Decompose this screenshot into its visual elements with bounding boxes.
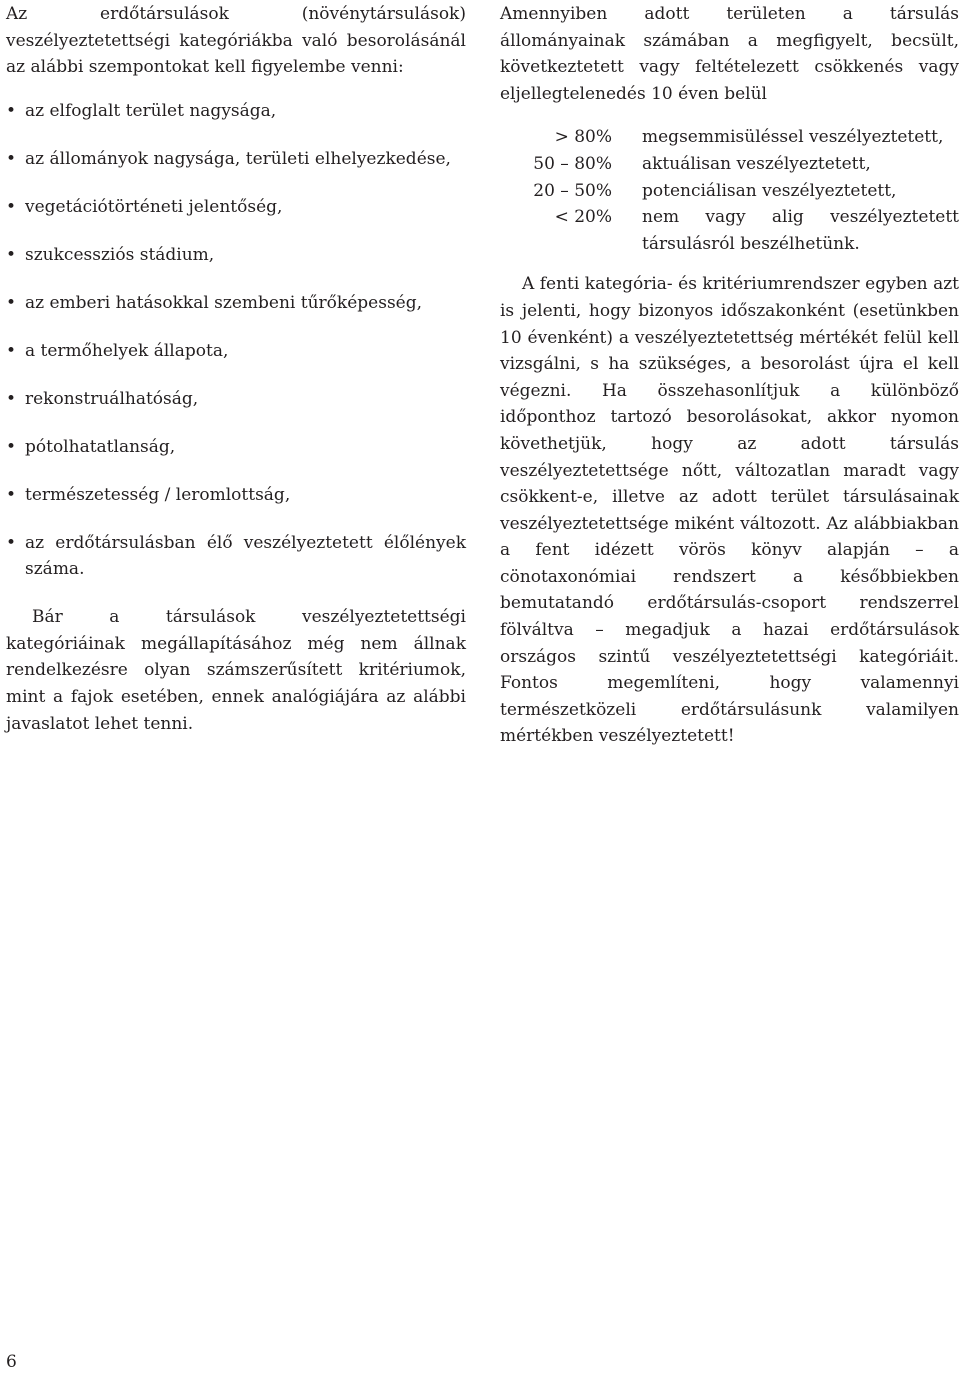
threshold-range: 20 – 50% [533,180,612,201]
list-item: • az emberi hatásokkal szembeni tűrőképesség, [6,290,466,317]
threshold-range: > 80% [554,127,612,148]
threshold-row [500,204,959,257]
threshold-range: 50 – 80% [533,153,612,174]
criteria-list [6,98,466,583]
list-item: • a termőhelyek állapota, [6,338,466,365]
list-item: • az elfoglalt terület nagysága, [6,98,466,125]
list-item: • rekonstruálhatóság, [6,386,466,413]
threshold-range: < 20% [554,207,612,228]
left-body-paragraph: Bár a társulások veszélyeztetettségi kategóriáinak megállapításához még nem állnak rendelkezésre olyan számszerűsített kritériumok, mint a fajok esetében, ennek analógiájára az alábbi javaslatot lehet tenni. [6,607,466,734]
threshold-list [500,124,959,257]
list-item: • vegetációtörténeti jelentőség, [6,194,466,221]
right-body-paragraph: A fenti kategória- és kritériumrendszer egyben azt is jelenti, hogy bizonyos időszakonként (esetünkben 10 évenként) a veszélyeztetettség mértékét felül kell vizsgálni, s ha szükséges, a besorolást újra el kell végezni. Ha összehasonlítjuk a különböző időponthoz tartozó besorolásokat, akkor nyomon követhetjük, hogy az adott társulás veszélyeztetettsége nőtt, változatlan maradt vagy csökkent-e, illetve az adott terület társulásainak veszélyeztetettsége miként változott. Az alábbiakban a fent idézett vörös könyv alapján – a cönotaxonómiai rendszert a későbbiekben bemutatandó erdőtársulás-csoport rendszerrel fölváltva – megadjuk a hazai erdőtársulások országos szintű veszélyeztetettségi kategóriáit. Fontos megemlíteni, hogy valamennyi természetközeli erdőtársulásunk valamilyen mértékben veszélyeztetett! [500,274,959,747]
threshold-row [500,124,959,151]
list-item: • az állományok nagysága, területi elhelyezkedése, [6,146,466,173]
threshold-label: potenciálisan veszélyeztetett, [642,180,897,201]
left-intro-paragraph: Az erdőtársulások (növénytársulások) veszélyeztetettségi kategóriákba való besorolásánál az alábbi szempontokat kell figyelembe venni: [6,4,466,78]
right-column [500,0,959,750]
list-item: • szukcessziós stádium, [6,242,466,269]
page-number: 6 [6,1352,17,1372]
list-item: • természetesség / leromlottság, [6,482,466,509]
threshold-row [500,178,959,205]
left-column [6,0,466,737]
list-item: • pótolhatatlanság, [6,434,466,461]
threshold-label: nem vagy alig veszélyeztetett társulásról beszélhetünk. [642,207,959,254]
right-intro-paragraph: Amennyiben adott területen a társulás állományainak számában a megfigyelt, becsült, következtetett vagy feltételezett csökkenés vagy eljellegtelenedés 10 éven belül [500,4,959,104]
threshold-row [500,151,959,178]
threshold-label: aktuálisan veszélyeztetett, [642,153,871,174]
list-item: • az erdőtársulásban élő veszélyeztetett élőlények száma. [6,530,466,583]
threshold-label: megsemmisüléssel veszélyeztetett, [642,127,944,148]
